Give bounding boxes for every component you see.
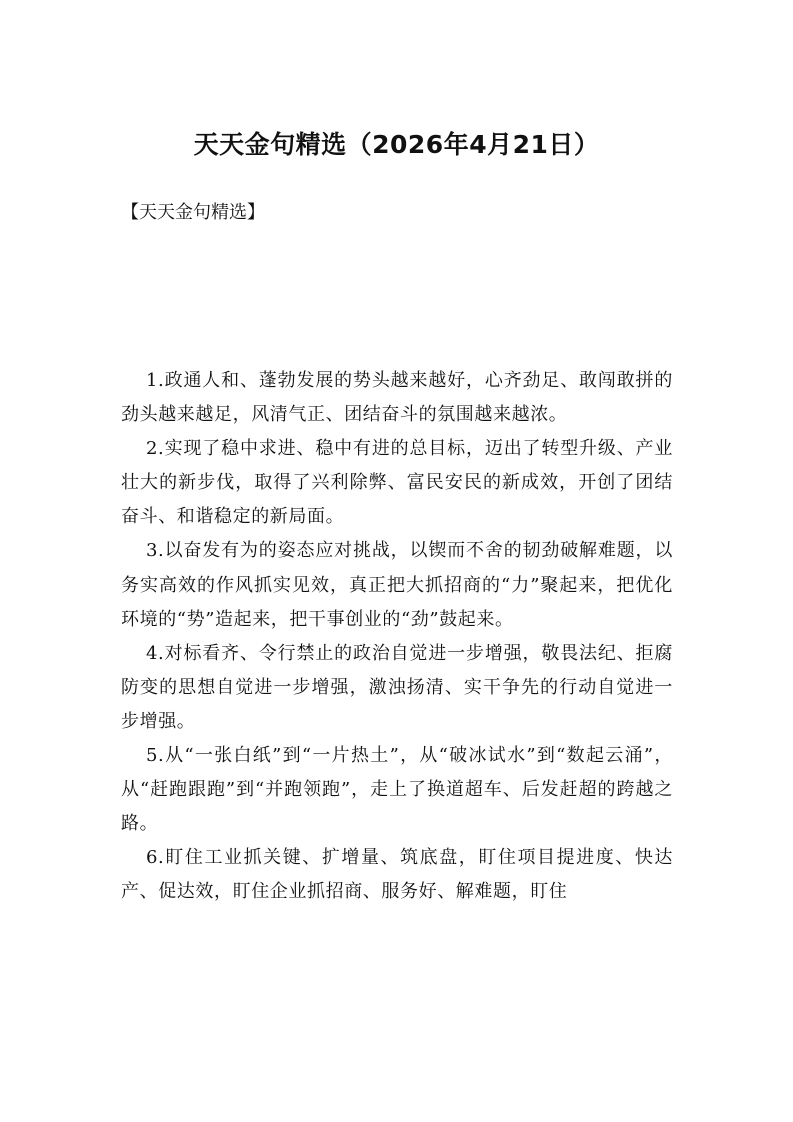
paragraph-1: 1.政通人和、蓬勃发展的势头越来越好，心齐劲足、敢闯敢拼的劲头越来越足，风清气正、团结奋斗的氛围越来越浓。: [121, 370, 673, 426]
section-label: 【天天金句精选】: [121, 202, 265, 223]
paragraph-4: 4.对标看齐、令行禁止的政治自觉进一步增强，敬畏法纪、拒腐防变的思想自觉进一步增强，激浊扬清、实干争先的行动自觉进一步增强。: [121, 642, 673, 732]
paragraph-3: 3.以奋发有为的姿态应对挑战，以锲而不舍的韧劲破解难题，以务实高效的作风抓实见效，真正把大抓招商的“力”聚起来，把优化环境的“势”造起来，把干事创业的“劲”鼓起来。: [121, 540, 673, 630]
paragraph-6: 6.盯住工业抓关键、扩增量、筑底盘，盯住项目提进度、快达产、促达效，盯住企业抓招商、服务好、解难题，盯住: [121, 847, 673, 903]
document-body: [121, 364, 673, 910]
paragraph-2: 2.实现了稳中求进、稳中有进的总目标，迈出了转型升级、产业壮大的新步伐，取得了兴利除弊、富民安民的新成效，开创了团结奋斗、和谐稳定的新局面。: [121, 438, 673, 528]
document-title: 天天金句精选（2026年4月21日）: [193, 130, 600, 159]
paragraph-5: 5.从“一张白纸”到“一片热土”，从“破冰试水”到“数起云涌”，从“赶跑跟跑”到“并跑领跑”，走上了换道超车、后发赶超的跨越之路。: [121, 745, 673, 835]
